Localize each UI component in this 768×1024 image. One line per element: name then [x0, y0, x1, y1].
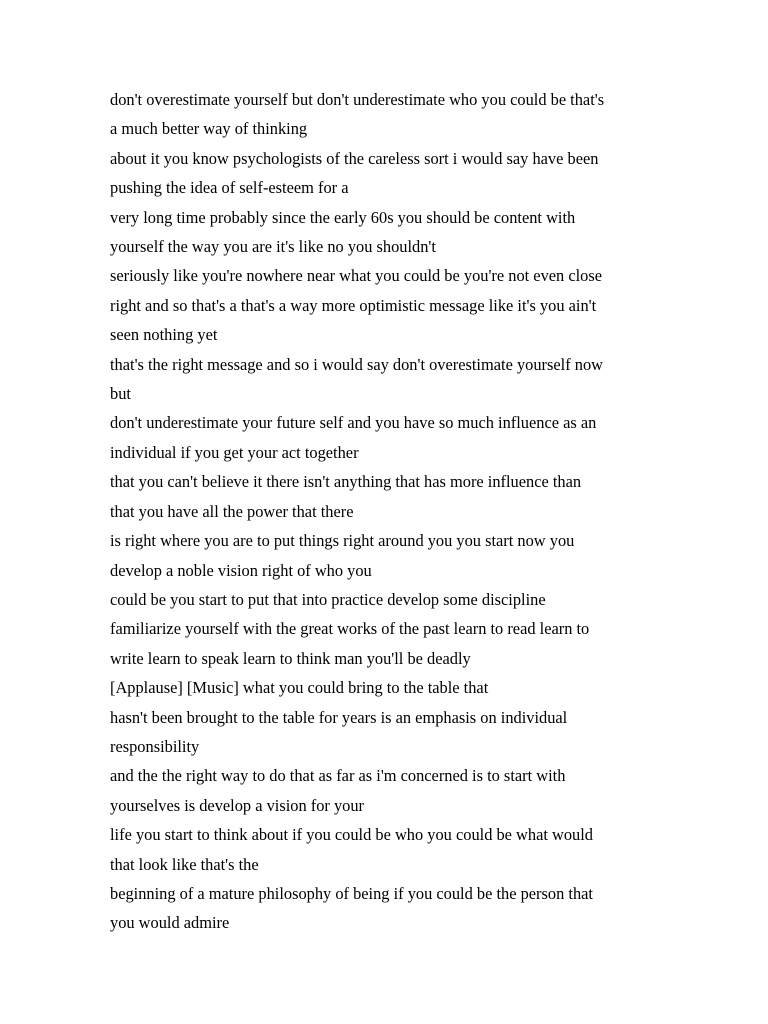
transcript-line: hasn't been brought to the table for years is an emphasis on individual — [110, 707, 568, 727]
transcript-line: that's the right message and so i would say don't overestimate yourself now — [110, 354, 603, 374]
transcript-line: that you can't believe it there isn't anything that has more influence than — [110, 472, 582, 492]
transcript-line: life you start to think about if you could be who you could be what would — [110, 825, 593, 845]
transcript-line: individual if you get your act together — [110, 442, 359, 462]
transcript-line: could be you start to put that into practice develop some discipline — [110, 589, 546, 609]
transcript-line: is right where you are to put things right around you you start now you — [110, 531, 575, 551]
transcript-line: responsibility — [110, 736, 200, 756]
transcript-line: about it you know psychologists of the careless sort i would say have been — [110, 148, 599, 168]
transcript-line: pushing the idea of self-esteem for a — [110, 178, 349, 198]
transcript-line: that you have all the power that there — [110, 501, 354, 521]
transcript-line: write learn to speak learn to think man you'll be deadly — [110, 648, 471, 668]
transcript-line: yourself the way you are it's like no you shouldn't — [110, 237, 436, 257]
transcript-line: don't overestimate yourself but don't underestimate who you could be that's — [110, 90, 605, 109]
transcript-line: right and so that's a that's a way more optimistic message like it's you ain't — [110, 295, 597, 315]
transcript-line: very long time probably since the early 60s you should be content with — [110, 207, 576, 227]
transcript-line: familiarize yourself with the great works of the past learn to read learn to — [110, 619, 590, 639]
transcript-line: but — [110, 384, 131, 404]
transcript-line: you would admire — [110, 913, 230, 933]
transcript-line: and the the right way to do that as far as i'm concerned is to start with — [110, 766, 566, 786]
transcript-line: beginning of a mature philosophy of being if you could be the person that — [110, 883, 593, 903]
transcript-line: yourselves is develop a vision for your — [110, 795, 365, 815]
transcript-line: develop a noble vision right of who you — [110, 560, 372, 580]
transcript-line: [Applause] [Music] what you could bring to the table that — [110, 678, 489, 698]
transcript-line: seriously like you're nowhere near what you could be you're not even close — [110, 266, 603, 286]
transcript-line: don't underestimate your future self and you have so much influence as an — [110, 413, 597, 433]
transcript-line: that look like that's the — [110, 854, 259, 874]
transcript-line: seen nothing yet — [110, 325, 218, 345]
transcript-line: a much better way of thinking — [110, 119, 308, 139]
transcript-text — [110, 85, 670, 938]
